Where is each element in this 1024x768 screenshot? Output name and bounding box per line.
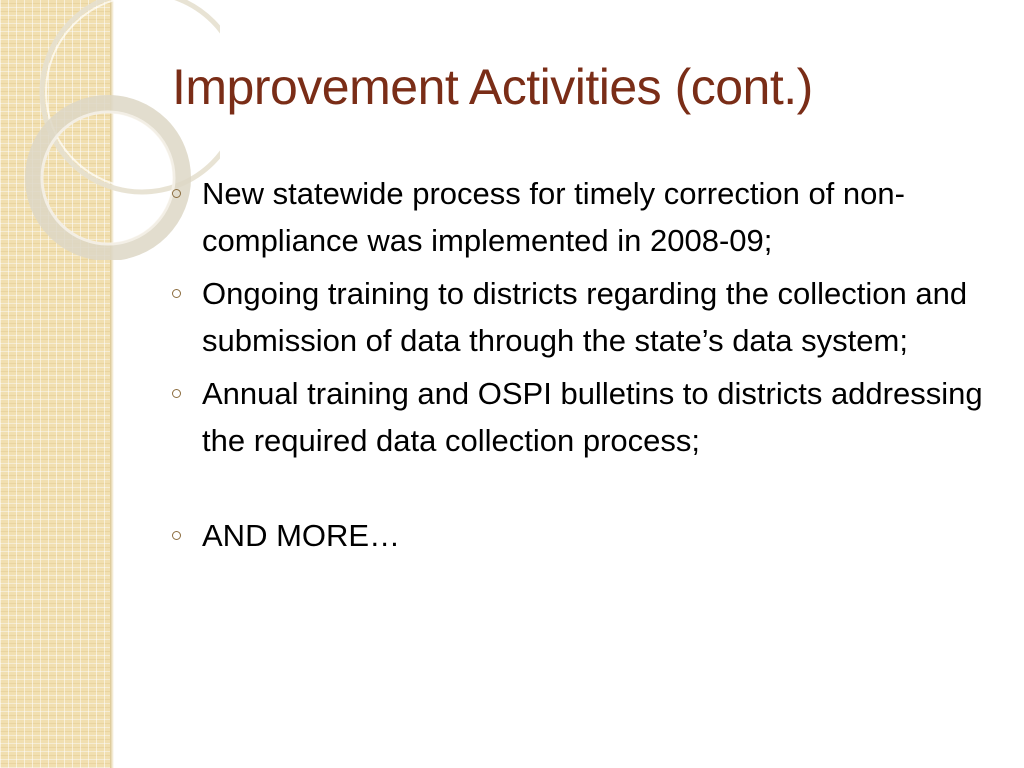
slide-title: Improvement Activities (cont.): [172, 59, 813, 115]
bullet-text: Annual training and OSPI bulletins to districts addressing the required data collection process;: [202, 376, 983, 458]
bullet-text: Ongoing training to districts regarding the collection and submission of data through the state’s data system;: [202, 276, 968, 358]
bullet-text: AND MORE…: [202, 518, 401, 553]
hollow-circle-bullet-icon: [172, 189, 181, 198]
bullet-text: New statewide process for timely correction of non-compliance was implemented in 2008-09;: [202, 176, 905, 258]
bullet-item: [168, 170, 988, 264]
bullet-item: [168, 512, 988, 559]
bullet-list: [168, 170, 988, 565]
hollow-circle-bullet-icon: [172, 289, 181, 298]
bullet-item: [168, 270, 988, 364]
hollow-circle-bullet-icon: [172, 389, 181, 398]
bullet-item: [168, 370, 988, 464]
hollow-circle-bullet-icon: [172, 531, 181, 540]
